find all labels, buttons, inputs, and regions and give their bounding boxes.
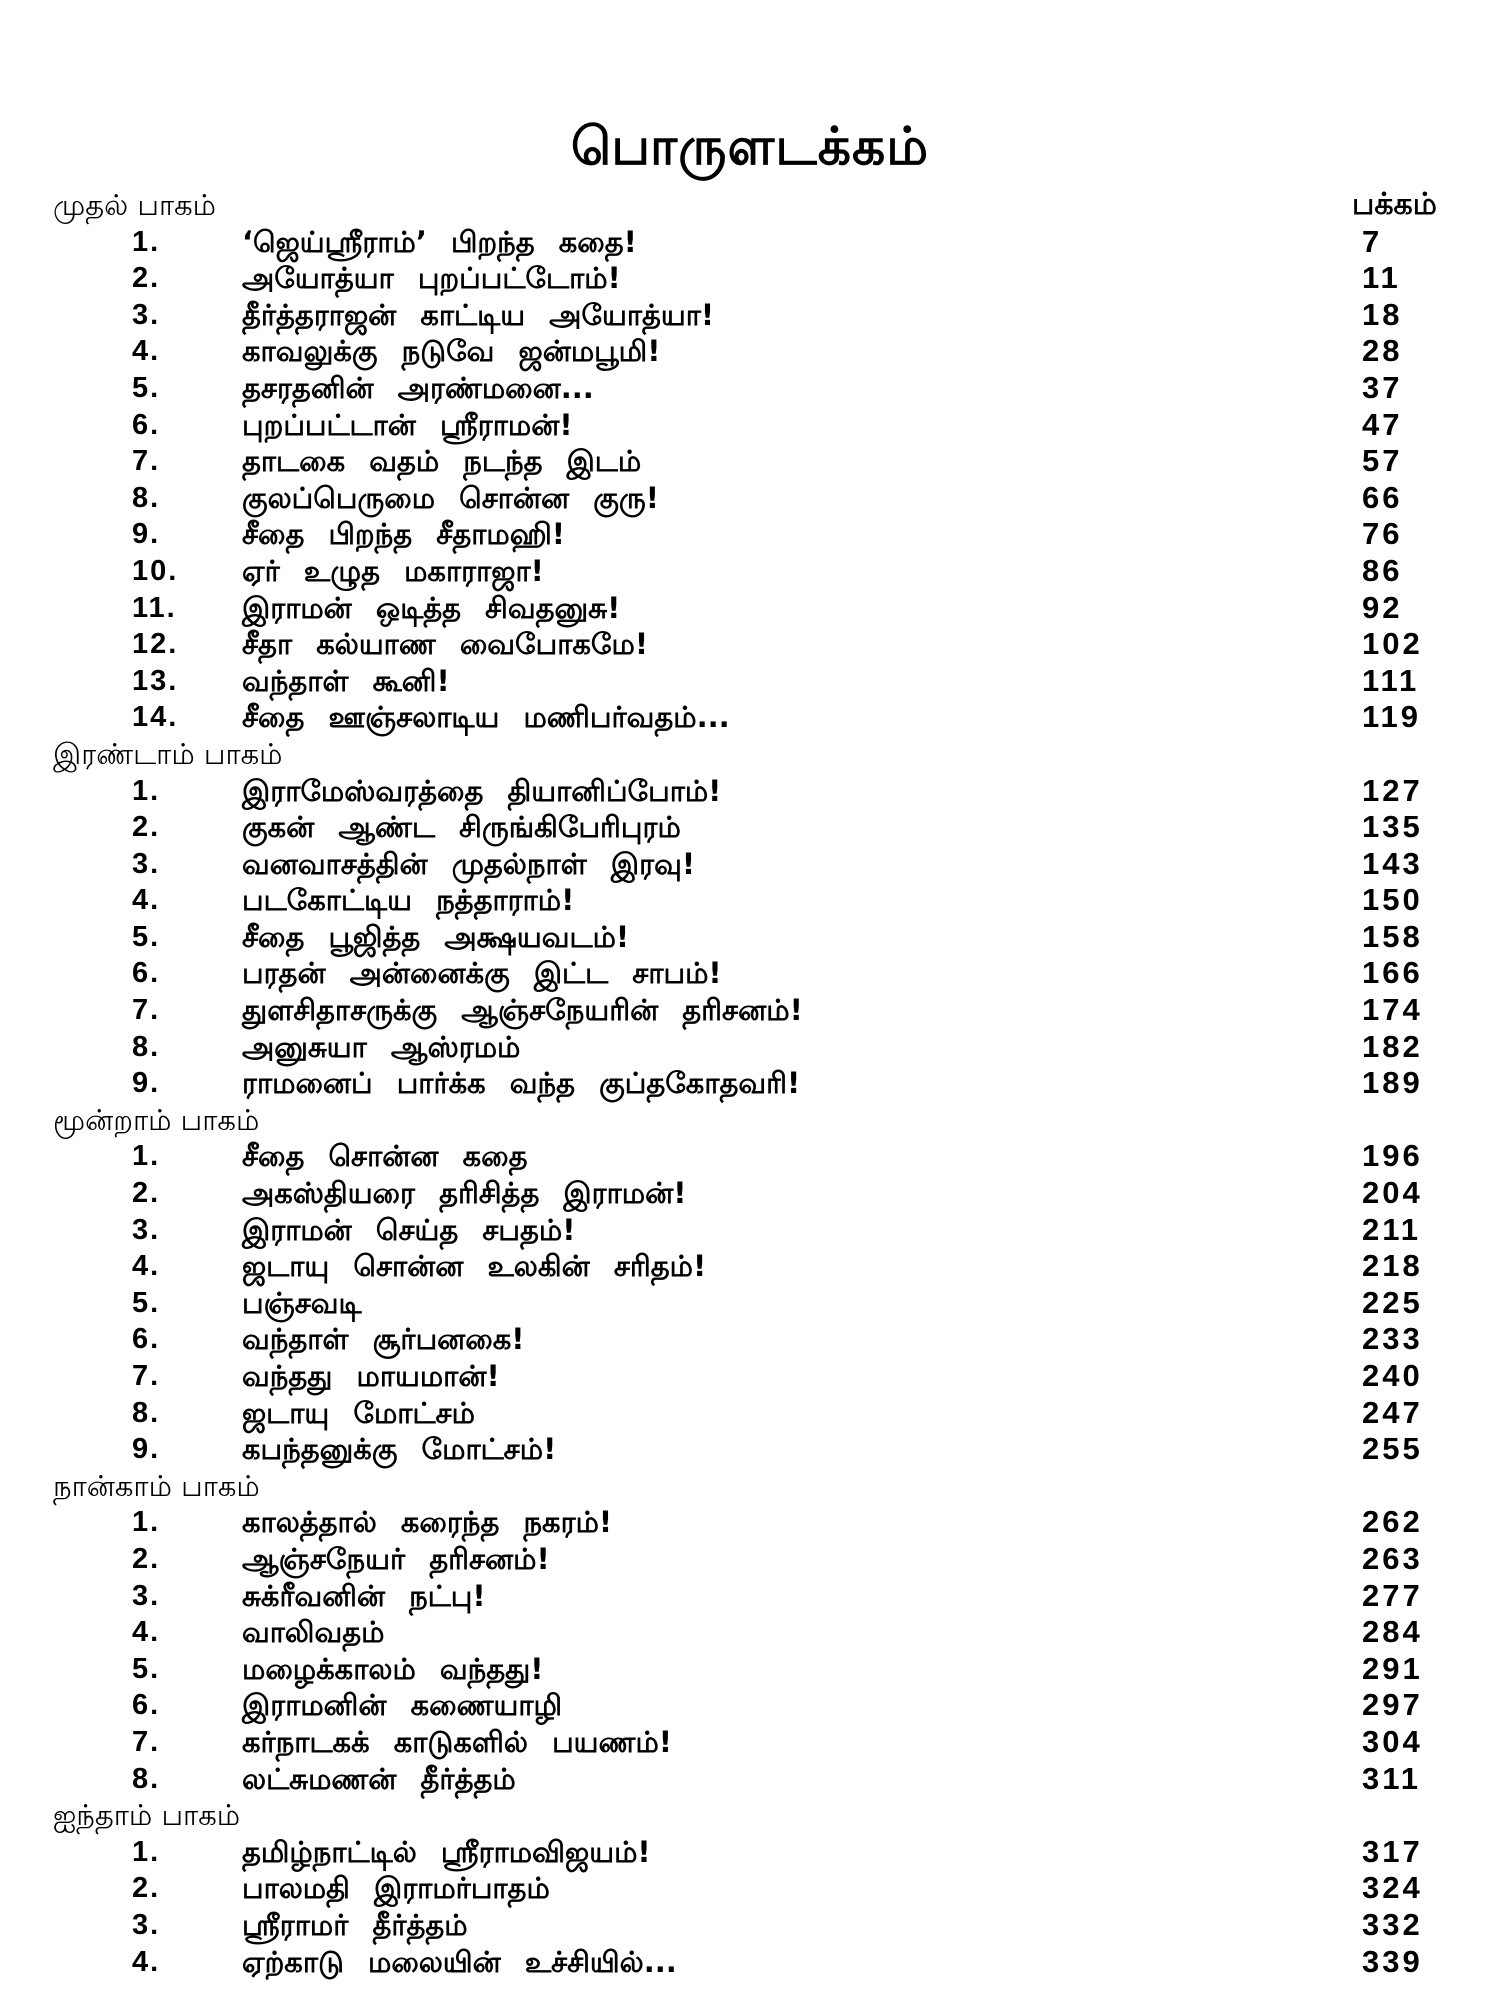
toc-entry	[0, 370, 1500, 407]
chapter-number: 5.	[132, 1286, 161, 1319]
page-number: 150	[1362, 882, 1423, 918]
chapter-number: 1.	[132, 1506, 161, 1539]
chapter-title: தீர்த்தராஜன் காட்டிய அயோத்யா!	[242, 297, 715, 332]
toc-entry	[0, 1541, 1500, 1578]
page-number: 225	[1362, 1284, 1423, 1320]
toc-entry	[0, 992, 1500, 1029]
toc-entry	[0, 333, 1500, 370]
chapter-number: 6.	[132, 957, 161, 990]
chapter-number: 4.	[132, 1250, 161, 1283]
chapter-title: காவலுக்கு நடுவே ஜன்மபூமி!	[242, 334, 661, 369]
page-number: 255	[1362, 1431, 1423, 1467]
toc-entry	[0, 516, 1500, 553]
page-number: 127	[1362, 772, 1423, 808]
page-number: 204	[1362, 1175, 1423, 1211]
chapter-title: ஜடாயு சொன்ன உலகின் சரிதம்!	[242, 1249, 707, 1284]
page-number: 7	[1362, 223, 1383, 259]
toc-entry	[0, 1724, 1500, 1761]
toc-entry	[0, 1212, 1500, 1249]
chapter-title: வாலிவதம்	[242, 1615, 385, 1650]
chapter-title: வனவாசத்தின் முதல்நாள் இரவு!	[242, 846, 696, 881]
page-title: பொருளடக்கம்	[570, 117, 930, 177]
page-number: 311	[1362, 1760, 1422, 1796]
page-number: 47	[1362, 406, 1403, 442]
chapter-title: அகஸ்தியரை தரிசித்த இராமன்!	[242, 1176, 687, 1211]
toc-entry	[0, 1504, 1500, 1541]
chapter-number: 11.	[132, 591, 177, 624]
chapter-number: 10.	[132, 554, 179, 587]
page-number: 57	[1362, 443, 1403, 479]
part-heading: முதல் பாகம்	[53, 188, 216, 222]
chapter-title: காலத்தால் கரைந்த நகரம்!	[242, 1505, 613, 1540]
toc-entry	[0, 955, 1500, 992]
toc-entry	[0, 699, 1500, 736]
chapter-title: குலப்பெருமை சொன்ன குரு!	[242, 480, 659, 515]
toc-entry	[0, 919, 1500, 956]
page-number: 324	[1362, 1870, 1423, 1906]
toc-entry	[0, 407, 1500, 444]
page-number: 189	[1362, 1065, 1423, 1101]
chapter-title: ஏர் உழுத மகாராஜா!	[242, 553, 544, 588]
chapter-number: 9.	[132, 1067, 161, 1100]
chapter-title: ஏற்காடு மலையின் உச்சியில்...	[242, 1944, 677, 1979]
chapter-title: சீதை சொன்ன கதை	[242, 1139, 528, 1174]
page-number: 339	[1362, 1943, 1423, 1979]
chapter-title: பஞ்சவடி	[242, 1285, 362, 1320]
chapter-number: 7.	[132, 994, 161, 1027]
page-number: 18	[1362, 296, 1403, 332]
chapter-number: 3.	[132, 1579, 161, 1612]
page-number: 304	[1362, 1723, 1423, 1759]
chapter-title: அயோத்யா புறப்பட்டோம்!	[242, 261, 621, 296]
toc-entry	[0, 1870, 1500, 1907]
chapter-number: 3.	[132, 298, 161, 331]
chapter-number: 4.	[132, 1616, 161, 1649]
chapter-title: படகோட்டிய நத்தாராம்!	[242, 883, 575, 918]
chapter-title: மழைக்காலம் வந்தது!	[242, 1651, 544, 1686]
page-number: 111	[1362, 662, 1420, 698]
toc-entry	[0, 1431, 1500, 1468]
page-number: 102	[1362, 626, 1423, 662]
toc-entry	[0, 1834, 1500, 1871]
toc-entry	[0, 1395, 1500, 1432]
chapter-number: 4.	[132, 884, 161, 917]
chapter-title: ஜடாயு மோட்சம்	[242, 1395, 475, 1430]
toc-entry	[0, 1248, 1500, 1285]
toc-entry	[0, 1065, 1500, 1102]
chapter-title: துளசிதாசருக்கு ஆஞ்சநேயரின் தரிசனம்!	[242, 993, 803, 1028]
toc-entry	[0, 1029, 1500, 1066]
page-number: 182	[1362, 1028, 1423, 1064]
chapter-title: இராமன் செய்த சபதம்!	[242, 1212, 576, 1247]
chapter-number: 7.	[132, 445, 161, 478]
toc-entry	[0, 480, 1500, 517]
part-heading: நான்காம் பாகம்	[53, 1468, 260, 1503]
chapter-number: 1.	[132, 774, 161, 807]
chapter-title: ஆஞ்சநேயர் தரிசனம்!	[242, 1541, 550, 1576]
toc-entry	[0, 1578, 1500, 1615]
page-number: 211	[1362, 1211, 1422, 1247]
chapter-title: வந்தது மாயமான்!	[242, 1359, 500, 1393]
page-number: 76	[1362, 516, 1403, 552]
chapter-number: 2.	[132, 1542, 161, 1575]
toc-entry	[0, 626, 1500, 663]
page-number: 66	[1362, 479, 1403, 515]
toc-entry	[0, 846, 1500, 883]
chapter-number: 3.	[132, 1213, 161, 1246]
chapter-number: 7.	[132, 1360, 161, 1392]
toc-entry	[0, 882, 1500, 919]
toc-entry	[0, 590, 1500, 627]
page-number: 284	[1362, 1614, 1423, 1650]
page-number: 174	[1362, 992, 1423, 1028]
chapter-number: 14.	[132, 701, 179, 734]
toc-entry	[0, 443, 1500, 480]
page-number: 263	[1362, 1540, 1423, 1576]
toc-entry	[0, 1175, 1500, 1212]
chapter-number: 3.	[132, 1908, 161, 1941]
chapter-number: 4.	[132, 1945, 161, 1978]
toc-entry	[0, 553, 1500, 590]
toc-entry	[0, 1138, 1500, 1175]
chapter-number: 5.	[132, 920, 161, 953]
chapter-title: சீதை பிறந்த சீதாமஹி!	[242, 517, 566, 552]
toc-entry	[0, 1321, 1500, 1358]
page-number: 233	[1362, 1321, 1423, 1357]
chapter-number: 8.	[132, 1030, 161, 1063]
toc-entry	[0, 260, 1500, 297]
page-number: 135	[1362, 809, 1423, 845]
chapter-number: 1.	[132, 1140, 161, 1173]
page-number: 247	[1362, 1394, 1423, 1430]
chapter-title: வந்தாள் சூர்பனகை!	[242, 1322, 525, 1357]
page-number: 28	[1362, 333, 1403, 369]
chapter-title: ‘ஜெய்ஸ்ரீராம்’ பிறந்த கதை!	[242, 224, 637, 259]
chapter-title: சீதை ஊஞ்சலாடிய மணிபர்வதம்...	[242, 700, 730, 735]
toc-entry	[0, 809, 1500, 846]
chapter-title: தமிழ்நாட்டில் ஸ்ரீராமவிஜயம்!	[242, 1834, 651, 1869]
chapter-number: 9.	[132, 518, 161, 551]
toc-entry	[0, 663, 1500, 700]
toc-entry	[0, 1761, 1500, 1798]
toc-entry	[0, 1651, 1500, 1688]
chapter-number: 2.	[132, 811, 161, 844]
chapter-title: இராமேஸ்வரத்தை தியானிப்போம்!	[242, 773, 722, 808]
toc-entry	[0, 773, 1500, 810]
chapter-title: குகன் ஆண்ட சிருங்கிபேரிபுரம்	[242, 810, 681, 845]
chapter-number: 8.	[132, 481, 161, 514]
chapter-number: 5.	[132, 1652, 161, 1685]
part-heading: மூன்றாம் பாகம்	[53, 1102, 260, 1137]
page-number: 297	[1362, 1687, 1423, 1723]
chapter-number: 2.	[132, 262, 161, 295]
chapter-title: ஸ்ரீராமர் தீர்த்தம்	[242, 1907, 468, 1942]
toc-entry	[0, 1907, 1500, 1944]
page-number: 332	[1362, 1906, 1423, 1942]
toc-entry	[0, 1687, 1500, 1724]
toc-entry	[0, 1285, 1500, 1322]
chapter-title: ராமனைப் பார்க்க வந்த குப்தகோதவரி!	[242, 1066, 801, 1101]
chapter-title: தசரதனின் அரண்மனை...	[242, 370, 594, 405]
chapter-number: 1.	[132, 1835, 161, 1868]
chapter-number: 8.	[132, 1762, 161, 1795]
page-number: 291	[1362, 1650, 1423, 1686]
part-heading: ஐந்தாம் பாகம்	[53, 1798, 241, 1833]
chapter-title: லட்சுமணன் தீர்த்தம்	[242, 1761, 516, 1796]
chapter-number: 9.	[132, 1433, 161, 1466]
page-number: 277	[1362, 1577, 1423, 1613]
chapter-number: 12.	[132, 628, 179, 661]
chapter-title: புறப்பட்டான் ஸ்ரீராமன்!	[242, 407, 573, 442]
chapter-title: சுக்ரீவனின் நட்பு!	[242, 1578, 486, 1613]
chapter-title: இராமன் ஒடித்த சிவதனுசு!	[242, 590, 621, 625]
toc-entry	[0, 1614, 1500, 1651]
chapter-number: 1.	[132, 225, 161, 258]
chapter-title: கபந்தனுக்கு மோட்சம்!	[242, 1432, 557, 1467]
page-number: 317	[1362, 1833, 1423, 1869]
chapter-title: வந்தாள் கூனி!	[242, 663, 450, 698]
page-number: 119	[1362, 699, 1422, 735]
page-column-label: பக்கம்	[1352, 187, 1437, 222]
page-number: 86	[1362, 552, 1403, 588]
toc-entry	[0, 224, 1500, 261]
toc-entry	[0, 297, 1500, 334]
table-of-contents	[0, 187, 1500, 1980]
chapter-number: 13.	[132, 664, 179, 697]
page-number: 262	[1362, 1504, 1423, 1540]
chapter-title: கர்நாடகக் காடுகளில் பயணம்!	[242, 1724, 673, 1759]
page-number: 37	[1362, 369, 1403, 405]
chapter-title: அனுசுயா ஆஸ்ரமம்	[242, 1029, 521, 1064]
chapter-title: பாலமதி இராமர்பாதம்	[242, 1871, 550, 1906]
chapter-title: பரதன் அன்னைக்கு இட்ட சாபம்!	[242, 956, 722, 991]
chapter-title: தாடகை வதம் நடந்த இடம்	[242, 444, 642, 479]
page-number: 166	[1362, 955, 1423, 991]
toc-entry	[0, 1944, 1500, 1981]
chapter-number: 2.	[132, 1872, 161, 1905]
page-number: 218	[1362, 1248, 1423, 1284]
chapter-number: 6.	[132, 1323, 161, 1356]
toc-entry	[0, 1358, 1500, 1395]
chapter-title: சீதா கல்யாண வைபோகமே!	[242, 627, 649, 662]
chapter-number: 5.	[132, 371, 161, 404]
chapter-number: 2.	[132, 1177, 161, 1210]
chapter-number: 3.	[132, 847, 161, 880]
page-number: 240	[1362, 1358, 1423, 1393]
page-number: 11	[1362, 260, 1401, 296]
part-heading: இரண்டாம் பாகம்	[53, 736, 283, 771]
page-number: 143	[1362, 845, 1423, 881]
chapter-number: 8.	[132, 1396, 161, 1429]
page-number: 92	[1362, 589, 1403, 625]
page-number: 158	[1362, 918, 1423, 954]
chapter-number: 6.	[132, 1689, 161, 1722]
chapter-title: இராமனின் கணையாழி	[242, 1688, 563, 1723]
chapter-number: 6.	[132, 408, 161, 441]
chapter-number: 4.	[132, 335, 161, 368]
page-number: 196	[1362, 1138, 1423, 1174]
chapter-number: 7.	[132, 1725, 161, 1758]
chapter-title: சீதை பூஜித்த அக்ஷயவடம்!	[242, 919, 630, 954]
